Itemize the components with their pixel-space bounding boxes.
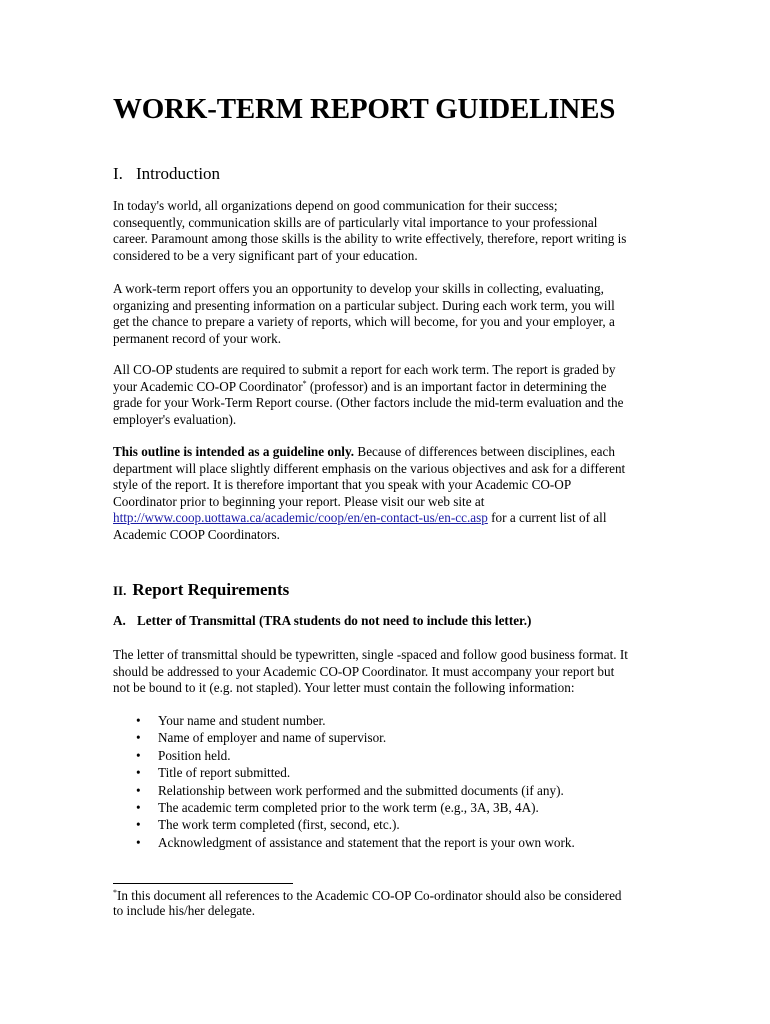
bullet-marker: • [136, 800, 141, 816]
list-item-text: The academic term completed prior to the work term (e.g., 3A, 3B, 4A). [158, 800, 539, 816]
list-item [113, 816, 658, 833]
bullet-marker: • [136, 747, 141, 763]
text-line [113, 888, 658, 903]
subsection-heading-letter-of-transmittal [113, 613, 531, 629]
section-title: Introduction [136, 164, 221, 183]
text-line: should be addressed to your Academic CO-OP Coordinator. It must accompany your report but [113, 663, 615, 679]
intro-paragraph-1 [113, 198, 658, 264]
intro-paragraph-2 [113, 281, 658, 347]
text-line: permanent record of your work. [113, 330, 282, 346]
list-item-text: The work term completed (first, second, etc.). [158, 817, 400, 833]
text-run: your Academic CO-OP Coordinator [113, 378, 303, 394]
document-title: WORK-TERM REPORT GUIDELINES [113, 93, 616, 125]
list-item-text: Name of employer and name of supervisor. [158, 730, 387, 746]
text-line: grade for your Work-Term Report course. (Other factors include the mid-term evaluation and the [113, 395, 624, 411]
text-line [113, 444, 658, 461]
section-title: Report Requirements [132, 580, 290, 599]
footnote-reference-mark: * [302, 378, 307, 388]
text-line: In today's world, all organizations depend on good communication for their success; [113, 198, 558, 213]
bullet-marker: • [136, 817, 141, 833]
list-item-text: Position held. [158, 747, 231, 763]
list-item [113, 764, 658, 781]
text-run: (professor) and is an important factor in determining the [306, 378, 607, 394]
text-line [113, 379, 658, 396]
text-run: for a current list of all [487, 510, 607, 526]
bullet-marker: • [136, 730, 141, 746]
text-line: organizing and presenting information on a particular subject. During each work term, you will [113, 297, 615, 313]
text-line: The letter of transmittal should be typewritten, single -spaced and follow good business format. It [113, 647, 628, 662]
text-line: consequently, communication skills are of particularly vital importance to your professional [113, 214, 598, 230]
list-item-text: Title of report submitted. [158, 765, 291, 781]
footnote-mark: * [113, 888, 117, 897]
bullet-marker: • [136, 782, 141, 798]
section-number: I. [113, 164, 123, 183]
text-line: not be bound to it (e.g. not stapled). Your letter must contain the following information: [113, 680, 575, 696]
bullet-marker: • [136, 834, 141, 850]
list-item [113, 782, 658, 799]
text-line: style of the report. It is therefore important that you speak with your Academic CO-OP [113, 477, 572, 493]
coop-contact-link[interactable]: http://www.coop.uottawa.ca/academic/coop/en/en-contact-us/en-cc.asp [113, 510, 488, 526]
list-item [113, 712, 658, 729]
section-heading-introduction [113, 164, 220, 184]
text-line: Academic COOP Coordinators. [113, 526, 280, 542]
text-line [113, 510, 658, 527]
list-item [113, 799, 658, 816]
transmittal-paragraph [113, 647, 658, 697]
text-line: employer's evaluation). [113, 411, 237, 427]
list-item-text: Relationship between work performed and the submitted documents (if any). [158, 782, 564, 798]
list-item-text: Your name and student number. [158, 713, 326, 728]
subsection-label: A. [113, 613, 126, 628]
text-line: career. Paramount among those skills is the ability to write effectively, therefore, report writing is [113, 231, 627, 247]
list-item [113, 747, 658, 764]
section-heading-report-requirements [113, 575, 289, 602]
intro-paragraph-4 [113, 444, 658, 544]
emphasis-guideline: This outline is intended as a guideline only. [113, 444, 355, 459]
footnote-divider [113, 883, 293, 884]
list-item [113, 729, 658, 746]
text-line: get the chance to prepare a variety of reports, which will become, for you and your employer, a [113, 314, 615, 330]
list-item-text: Acknowledgment of assistance and statement that the report is your own work. [158, 834, 575, 850]
intro-paragraph-3 [113, 362, 658, 428]
text-line: to include his/her delegate. [113, 903, 256, 918]
text-line: A work-term report offers you an opportunity to develop your skills in collecting, evaluating, [113, 281, 604, 296]
bullet-marker: • [136, 765, 141, 781]
text-line: considered to be a very significant part of your education. [113, 247, 418, 263]
bullet-marker: • [136, 713, 141, 728]
section-number: II. [113, 583, 127, 598]
text-run: Because of differences between disciplines, each [354, 444, 615, 459]
text-run: In this document all references to the Academic CO-OP Co-ordinator should also be considered [117, 888, 622, 903]
text-line: Coordinator prior to beginning your report. Please visit our web site at [113, 493, 485, 509]
list-item [113, 834, 658, 851]
subsection-title: Letter of Transmittal (TRA students do not need to include this letter.) [137, 613, 532, 628]
footnote [113, 888, 658, 918]
text-line: All CO-OP students are required to submit a report for each work term. The report is graded by [113, 362, 616, 377]
text-line: department will place slightly different emphasis on the various objectives and ask for a different [113, 460, 626, 476]
transmittal-requirements-list [113, 712, 658, 851]
